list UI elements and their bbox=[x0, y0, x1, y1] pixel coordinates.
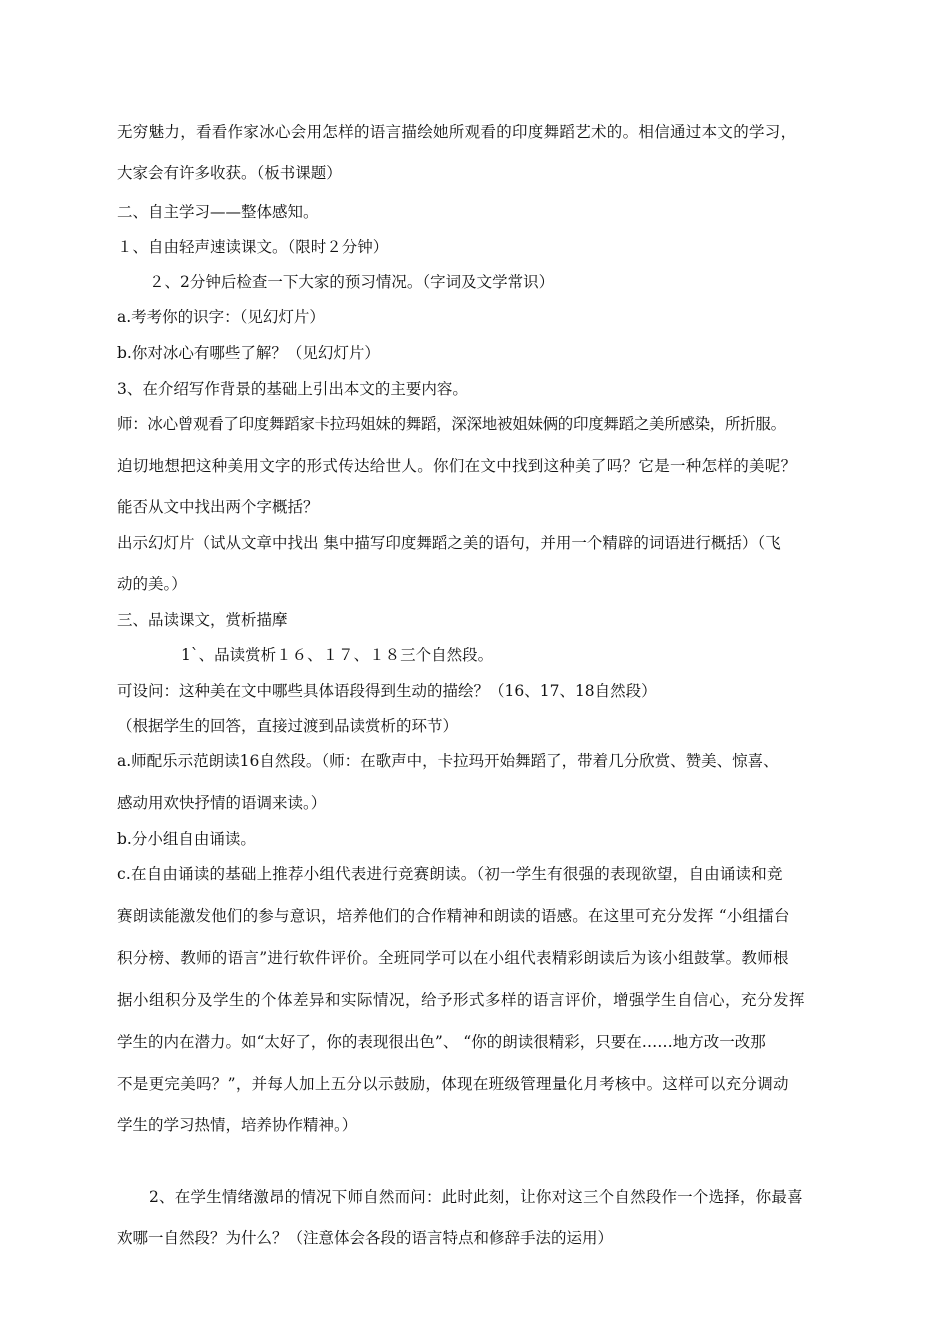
text-line: a.师配乐示范朗读16自然段。（师：在歌声中，卡拉玛开始舞蹈了，带着几分欣赏、赞美、惊喜、 bbox=[117, 752, 779, 770]
text-line: （根据学生的回答，直接过渡到品读赏析的环节） bbox=[117, 717, 459, 735]
text-line: 大家会有许多收获。（板书课题） bbox=[117, 164, 342, 182]
text-line: c.在自由诵读的基础上推荐小组代表进行竞赛朗读。（初一学生有很强的表现欲望，自由诵读和竞 bbox=[117, 865, 783, 883]
text-line: 据小组积分及学生的个体差异和实际情况，给予形式多样的语言评价，增强学生自信心，充分发挥 bbox=[117, 991, 806, 1009]
text-line: b.你对冰心有哪些了解？（见幻灯片） bbox=[117, 344, 380, 362]
text-line: １、自由轻声速读课文。（限时２分钟） bbox=[117, 238, 389, 256]
text-line: 迫切地想把这种美用文字的形式传达给世人。你们在文中找到这种美了吗？它是一种怎样的美呢？ bbox=[117, 457, 797, 475]
text-line: 师：冰心曾观看了印度舞蹈家卡拉玛姐妹的舞蹈，深深地被姐妹俩的印度舞蹈之美所感染，所折服。 bbox=[117, 415, 786, 433]
text-line: 可设问：这种美在文中哪些具体语段得到生动的描绘？（16、17、18自然段） bbox=[117, 682, 657, 700]
text-line: 欢哪一自然段？为什么？（注意体会各段的语言特点和修辞手法的运用） bbox=[117, 1229, 614, 1247]
text-line: 2、在学生情绪激昂的情况下师自然而问：此时此刻，让你对这三个自然段作一个选择，你最喜 bbox=[149, 1188, 803, 1206]
text-line: 3、在介绍写作背景的基础上引出本文的主要内容。 bbox=[117, 380, 468, 398]
text-line: 动的美。） bbox=[117, 575, 187, 593]
text-line: 学生的内在潜力。如“太好了，你的表现很出色”、 “你的朗读很精彩，只要在……地方改一改那 bbox=[117, 1033, 766, 1051]
text-line: 1`、品读赏析１６、１７、１８三个自然段。 bbox=[181, 646, 494, 664]
section-heading: 三、品读课文，赏析描摩 bbox=[117, 611, 288, 629]
text-line: 出示幻灯片（试从文章中找出 集中描写印度舞蹈之美的语句，并用一个精辟的词语进行概括）（飞 bbox=[117, 534, 781, 552]
text-line: b.分小组自由诵读。 bbox=[117, 830, 256, 848]
text-line: 感动用欢快抒情的语调来读。） bbox=[117, 794, 327, 812]
text-line: 积分榜、教师的语言”进行软件评价。全班同学可以在小组代表精彩朗读后为该小组鼓掌。教师根 bbox=[117, 949, 789, 967]
text-line: 无穷魅力，看看作家冰心会用怎样的语言描绘她所观看的印度舞蹈艺术的。相信通过本文的学习， bbox=[117, 123, 797, 141]
text-line: 学生的学习热情，培养协作精神。） bbox=[117, 1116, 358, 1134]
text-line: 赛朗读能激发他们的参与意识，培养他们的合作精神和朗读的语感。在这里可充分发挥 “小组擂台 bbox=[117, 907, 790, 925]
text-line: a.考考你的识字：（见幻灯片） bbox=[117, 308, 325, 326]
text-line: ２、2分钟后检查一下大家的预习情况。（字词及文学常识） bbox=[149, 273, 555, 291]
text-line: 能否从文中找出两个字概括？ bbox=[117, 498, 319, 516]
text-line: 不是更完美吗？”，并每人加上五分以示鼓励，体现在班级管理量化月考核中。这样可以充分调动 bbox=[117, 1075, 789, 1093]
section-heading: 二、自主学习——整体感知。 bbox=[117, 203, 319, 221]
